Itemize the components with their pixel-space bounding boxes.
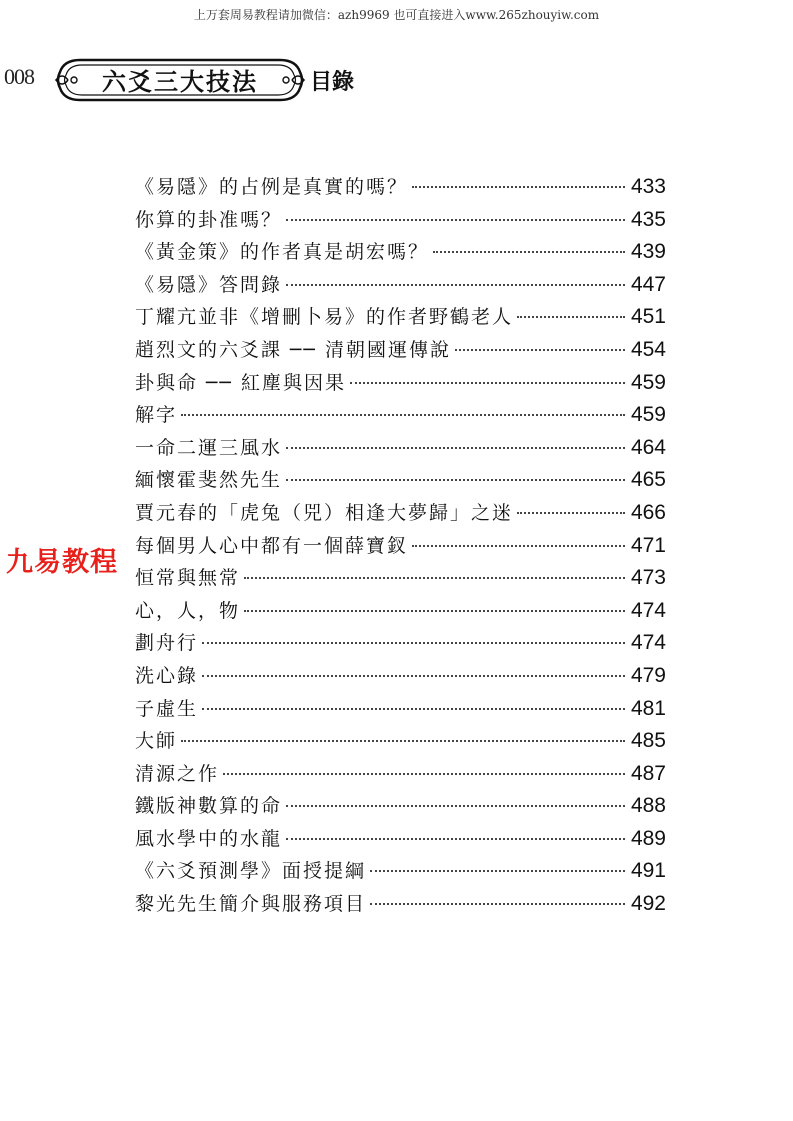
toc-entry[interactable] xyxy=(135,759,666,792)
leader-dots xyxy=(455,349,625,351)
toc-entry-page: 474 xyxy=(630,598,666,622)
toc-entry-page: 464 xyxy=(630,435,666,459)
toc-entry-page: 447 xyxy=(630,272,666,296)
toc-entry[interactable] xyxy=(135,563,666,596)
leader-dots xyxy=(202,642,625,644)
leader-dots xyxy=(370,870,625,872)
toc-entry-page: 485 xyxy=(630,729,666,753)
toc-entry-page: 451 xyxy=(630,305,666,329)
toc-entry-page: 492 xyxy=(630,892,666,916)
toc-entry-page: 439 xyxy=(630,240,666,264)
table-of-contents xyxy=(135,172,666,922)
toc-entry[interactable] xyxy=(135,661,666,694)
toc-entry[interactable] xyxy=(135,791,666,824)
leader-dots xyxy=(517,316,625,318)
toc-entry[interactable] xyxy=(135,205,666,238)
toc-entry[interactable] xyxy=(135,400,666,433)
toc-entry-title: 《六爻預測學》面授提綱 xyxy=(135,860,367,883)
toc-entry[interactable] xyxy=(135,335,666,368)
leader-dots xyxy=(286,838,625,840)
toc-entry-title: 每個男人心中都有一個薛寶釵 xyxy=(135,534,409,557)
toc-entry-title: 《易隱》的占例是真實的嗎？ xyxy=(135,176,409,198)
leader-dots xyxy=(202,708,625,710)
leader-dots xyxy=(286,219,625,221)
toc-entry-title: 丁耀亢並非《增刪卜易》的作者野鶴老人 xyxy=(135,306,514,329)
toc-entry[interactable] xyxy=(135,368,666,401)
toc-entry[interactable] xyxy=(135,172,666,205)
leader-dots xyxy=(286,805,625,807)
leader-dots xyxy=(181,740,625,742)
leader-dots xyxy=(202,675,625,677)
leader-dots xyxy=(244,577,625,579)
leader-dots xyxy=(181,414,625,416)
leader-dots xyxy=(433,251,625,253)
toc-entry-page: 481 xyxy=(630,696,666,720)
toc-entry[interactable] xyxy=(135,302,666,335)
toc-entry-title: 洗心錄 xyxy=(135,664,199,687)
toc-entry-page: 471 xyxy=(630,533,666,557)
leader-dots xyxy=(370,903,625,905)
toc-entry-title: 《黃金策》的作者真是胡宏嗎？ xyxy=(135,241,430,264)
toc-entry-page: 474 xyxy=(630,631,666,655)
toc-entry-title: 劃舟行 xyxy=(135,632,199,655)
toc-entry-page: 435 xyxy=(630,207,666,231)
leader-dots xyxy=(350,382,625,384)
leader-dots xyxy=(286,284,625,286)
page-header xyxy=(0,52,793,108)
toc-entry-title: 緬懷霍斐然先生 xyxy=(135,469,283,492)
toc-entry-page: 454 xyxy=(630,337,666,361)
toc-entry-title: 恒常與無常 xyxy=(135,567,241,590)
toc-entry-page: 473 xyxy=(630,566,666,590)
toc-entry[interactable] xyxy=(135,824,666,857)
toc-entry-page: 489 xyxy=(630,826,666,850)
toc-entry[interactable] xyxy=(135,628,666,661)
toc-entry-title: 趙烈文的六爻課 ── 清朝國運傳說 xyxy=(135,338,451,361)
toc-entry-title: 清源之作 xyxy=(135,762,220,785)
top-banner: 上万套周易教程请加微信：azh9969 也可直接进入www.265zhouyiw.com xyxy=(193,8,600,22)
leader-dots xyxy=(517,512,625,514)
leader-dots xyxy=(286,479,625,481)
leader-dots xyxy=(412,545,625,547)
toc-entry[interactable] xyxy=(135,726,666,759)
watermark-logo: 九易教程 xyxy=(6,540,118,579)
toc-entry-page: 466 xyxy=(630,500,666,524)
toc-entry[interactable] xyxy=(135,270,666,303)
toc-entry-page: 433 xyxy=(630,175,666,198)
toc-entry-title: 一命二運三風水 xyxy=(135,436,283,459)
toc-entry[interactable] xyxy=(135,531,666,564)
toc-entry-title: 黎光先生簡介與服務項目 xyxy=(135,893,367,916)
toc-entry-title: 卦與命 ── 紅塵與因果 xyxy=(135,371,346,394)
toc-entry-title: 你算的卦准嗎？ xyxy=(135,208,283,231)
toc-entry-page: 459 xyxy=(630,370,666,394)
leader-dots xyxy=(244,610,625,612)
page-number: 008 xyxy=(4,64,34,89)
leader-dots xyxy=(223,773,625,775)
toc-entry[interactable] xyxy=(135,237,666,270)
toc-entry[interactable] xyxy=(135,596,666,629)
toc-entry-page: 465 xyxy=(630,468,666,492)
book-title: 六爻三大技法 xyxy=(102,68,258,96)
toc-entry-page: 459 xyxy=(630,403,666,427)
toc-entry[interactable] xyxy=(135,498,666,531)
leader-dots xyxy=(286,447,625,449)
toc-entry-title: 子虛生 xyxy=(135,697,199,720)
leader-dots xyxy=(412,186,625,188)
toc-entry-title: 鐵版神數算的命 xyxy=(135,795,283,818)
toc-entry-title: 解字 xyxy=(135,404,178,427)
book-title-frame xyxy=(52,52,308,108)
toc-entry-title: 心，人，物 xyxy=(135,599,241,622)
toc-entry[interactable] xyxy=(135,856,666,889)
toc-entry-page: 488 xyxy=(630,794,666,818)
toc-entry[interactable] xyxy=(135,433,666,466)
toc-entry-page: 491 xyxy=(630,859,666,883)
toc-entry-page: 479 xyxy=(630,663,666,687)
toc-entry[interactable] xyxy=(135,465,666,498)
toc-entry[interactable] xyxy=(135,889,666,922)
toc-entry[interactable] xyxy=(135,694,666,727)
toc-entry-title: 風水學中的水龍 xyxy=(135,827,283,850)
toc-entry-title: 《易隱》答問錄 xyxy=(135,273,283,296)
section-label: 目錄 xyxy=(310,70,355,95)
toc-entry-page: 487 xyxy=(630,761,666,785)
toc-entry-title: 大師 xyxy=(135,730,178,753)
toc-entry-title: 賈元春的「虎兔（兕）相逢大夢歸」之迷 xyxy=(135,501,514,524)
